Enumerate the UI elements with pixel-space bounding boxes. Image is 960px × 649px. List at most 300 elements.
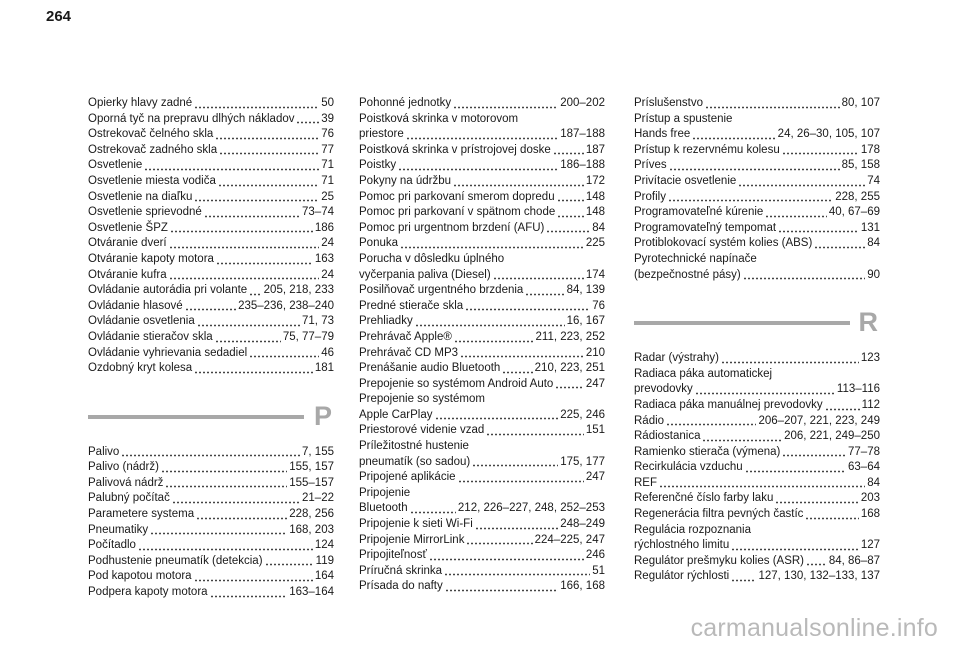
index-entry-pages: 71, 73 xyxy=(302,315,334,328)
dot-leader xyxy=(410,511,456,514)
index-entry-term: Hands free xyxy=(634,128,691,141)
letter-heading-p xyxy=(88,401,334,435)
dot-leader xyxy=(493,277,584,280)
index-entry-pages: 80, 107 xyxy=(841,97,880,109)
dot-leader xyxy=(825,408,860,411)
index-entry-pages: 24 xyxy=(321,268,334,281)
dot-leader xyxy=(778,230,859,233)
index-entry xyxy=(359,470,605,486)
index-entry-lead: Prepojenie so systémom xyxy=(359,393,485,406)
dot-leader xyxy=(705,106,840,109)
dot-leader xyxy=(472,464,558,467)
index-entry-term: Príslušenstvo xyxy=(634,97,704,109)
index-entry-pages: 71 xyxy=(321,174,334,187)
index-entry xyxy=(88,585,334,601)
index-entry xyxy=(88,569,334,585)
dot-leader xyxy=(406,137,558,140)
index-entry xyxy=(88,538,334,554)
index-entry xyxy=(634,158,880,174)
index-entry xyxy=(634,236,880,252)
index-entry-pages: 200–202 xyxy=(560,97,605,109)
index-entry-pages: 24 xyxy=(321,237,334,250)
index-entry xyxy=(359,236,605,252)
index-entry-term: Ponuka xyxy=(359,237,399,250)
heading-rule xyxy=(88,415,304,419)
dot-leader xyxy=(782,454,846,457)
dot-leader xyxy=(194,579,313,582)
dot-leader xyxy=(185,308,236,311)
index-entry-pages: 175, 177 xyxy=(560,455,605,468)
dot-leader xyxy=(400,246,584,249)
dot-leader xyxy=(170,230,313,233)
dot-leader xyxy=(458,480,584,483)
index-entry-term: Priestorové videnie vzad xyxy=(359,424,485,437)
index-entry-pages: 228, 256 xyxy=(289,508,334,521)
dot-leader xyxy=(218,184,319,187)
index-entry-term: Palivo xyxy=(88,445,120,458)
index-entry-pages: 246 xyxy=(585,549,605,562)
heading-rule xyxy=(634,321,850,325)
index-entry-lead: Poistková skrinka v motorovom xyxy=(359,112,519,125)
dot-leader xyxy=(460,355,584,358)
index-entry-pages: 212, 226–227, 248, 252–253 xyxy=(457,502,605,515)
index-entry-pages: 181 xyxy=(314,362,334,375)
index-entry xyxy=(359,423,605,439)
index-entry-pages: 124 xyxy=(314,539,334,552)
index-entry-term: Poistky xyxy=(359,159,397,172)
index-entry-pages: 75, 77–79 xyxy=(282,330,334,343)
index-entry xyxy=(359,283,605,299)
index-entry xyxy=(359,96,605,112)
index-entry-term: Privítacie osvetlenie xyxy=(634,174,737,187)
index-entry xyxy=(359,548,605,564)
index-entry-term: Ovládanie autorádia pri volante xyxy=(88,284,248,297)
dot-leader xyxy=(695,392,835,395)
index-entry-pages: 84 xyxy=(867,237,880,250)
index-entry-pages: 248–249 xyxy=(560,518,605,531)
index-entry-pages: 247 xyxy=(585,377,605,390)
index-entry-pages: 7, 155 xyxy=(302,445,334,458)
dot-leader xyxy=(196,517,287,520)
index-entry xyxy=(88,127,334,143)
index-entry-term: Osvetlenie na diaľku xyxy=(88,190,193,203)
index-entry-pages: 235–236, 238–240 xyxy=(238,299,334,312)
index-entry-pages: 172 xyxy=(585,174,605,187)
index-list-p-end xyxy=(634,96,880,283)
index-entry-pages: 73–74 xyxy=(302,206,334,219)
index-entry-term: Prehliadky xyxy=(359,315,413,328)
dot-leader xyxy=(444,573,590,576)
index-entry-term: Radar (výstrahy) xyxy=(634,352,719,365)
dot-leader xyxy=(557,199,584,202)
index-entry xyxy=(359,533,605,549)
dot-leader xyxy=(668,199,833,202)
index-entry-lead: Radiaca páka automatickej xyxy=(634,367,773,380)
index-entry-term: (bezpečnostné pásy) xyxy=(634,268,741,281)
index-entry-term: vyčerpania paliva (Diesel) xyxy=(359,268,491,281)
index-entry xyxy=(634,554,880,570)
index-entry-term: Referenčné číslo farby laku xyxy=(634,492,774,505)
index-entry xyxy=(359,205,605,221)
index-entry-term: Parametere systema xyxy=(88,508,195,521)
index-entry xyxy=(634,96,880,112)
index-entry-pages: 155–157 xyxy=(289,476,334,489)
dot-leader xyxy=(557,215,584,218)
dot-leader xyxy=(546,230,590,233)
dot-leader xyxy=(197,324,300,327)
index-entry-pages: 174 xyxy=(585,268,605,281)
dot-leader xyxy=(814,246,865,249)
index-entry-term: Oporná tyč na prepravu dlhých nákladov xyxy=(88,112,295,125)
dot-leader xyxy=(194,106,319,109)
page-number: 264 xyxy=(46,8,72,25)
index-entry xyxy=(88,445,334,461)
index-entry-term: Otváranie kapoty motora xyxy=(88,252,214,265)
index-entry-term: Osvetlenie xyxy=(88,159,143,172)
dot-leader xyxy=(731,548,859,551)
index-column-1 xyxy=(88,96,334,601)
index-entry-pages: 123 xyxy=(860,352,880,365)
index-entry xyxy=(359,143,605,159)
index-entry-term: Prístup k rezervnému kolesu xyxy=(634,143,780,156)
dot-leader xyxy=(249,293,261,296)
index-entry-term: Pokyny na údržbu xyxy=(359,174,452,187)
index-entry-term: Ovládanie vyhrievania sedadiel xyxy=(88,346,248,359)
dot-leader xyxy=(765,215,827,218)
index-entry-term: Osvetlenie ŠPZ xyxy=(88,221,168,234)
index-entry-term: Prísada do nafty xyxy=(359,580,443,593)
index-entry xyxy=(359,330,605,346)
index-entry xyxy=(634,491,880,507)
index-entry-pages: 163–164 xyxy=(289,586,334,599)
index-entry xyxy=(634,205,880,221)
index-entry-pages: 210 xyxy=(585,346,605,359)
index-entry xyxy=(88,491,334,507)
index-entry-term: Programovateľný tempomat xyxy=(634,221,777,234)
index-entry xyxy=(634,476,880,492)
index-entry xyxy=(634,569,880,585)
index-entry xyxy=(359,158,605,174)
index-entry-pages: 187 xyxy=(585,143,605,156)
index-entry-lead: Prístup a spustenie xyxy=(634,112,733,125)
index-entry-term: Pripojiteľnosť xyxy=(359,549,427,562)
index-entry xyxy=(88,158,334,174)
index-entry-term: Radiaca páka manuálnej prevodovky xyxy=(634,398,823,411)
index-entry-pages: 16, 167 xyxy=(566,315,605,328)
index-entry-term: Regulátor rýchlosti xyxy=(634,570,730,583)
index-list-p xyxy=(88,445,334,601)
index-entry-pages: 25 xyxy=(321,190,334,203)
index-entry-term: Ostrekovač čelného skla xyxy=(88,128,214,141)
index-entry-term: Posilňovač urgentného brzdenia xyxy=(359,284,524,297)
index-entry-term: Opierky hlavy zadné xyxy=(88,97,193,109)
index-entry-term: Otváranie kufra xyxy=(88,268,167,281)
index-entry xyxy=(88,96,334,112)
index-entry xyxy=(359,377,605,393)
index-entry xyxy=(359,579,605,595)
index-entry-term: Príves xyxy=(634,159,667,172)
index-entry-term: Pneumatiky xyxy=(88,523,149,536)
index-entry xyxy=(359,221,605,237)
index-entry-term: Prenášanie audio Bluetooth xyxy=(359,362,501,375)
index-entry xyxy=(359,455,605,471)
index-entry-pages: 51 xyxy=(592,564,605,577)
index-entry-pages: 24, 26–30, 105, 107 xyxy=(777,128,880,141)
index-entry-pages: 39 xyxy=(321,112,334,125)
index-entry-pages: 85, 158 xyxy=(841,159,880,172)
index-entry-term: Protiblokovací systém kolies (ABS) xyxy=(634,237,813,250)
index-entry-pages: 76 xyxy=(592,299,605,312)
index-entry xyxy=(359,314,605,330)
index-entry-pages: 148 xyxy=(585,190,605,203)
index-entry-term: Pod kapotou motora xyxy=(88,570,192,583)
index-entry-term: Bluetooth xyxy=(359,502,408,515)
index-entry-pages: 206–207, 221, 223, 249 xyxy=(758,414,880,427)
index-entry-lead: Pripojenie xyxy=(359,486,411,499)
dot-leader xyxy=(445,589,558,592)
index-entry xyxy=(634,221,880,237)
dot-leader xyxy=(121,454,300,457)
index-entry-term: Ramienko stierača (výmena) xyxy=(634,445,781,458)
index-entry-term: Regulátor prešmyku kolies (ASR) xyxy=(634,554,805,567)
index-entry-pages: 74 xyxy=(867,174,880,187)
index-entry xyxy=(359,127,605,143)
dot-leader xyxy=(216,262,313,265)
index-entry xyxy=(88,523,334,539)
index-entry xyxy=(88,252,334,268)
index-entry xyxy=(88,190,334,206)
index-entry-term: Pripojenie MirrorLink xyxy=(359,533,465,546)
index-entry-term: Počítadlo xyxy=(88,539,136,552)
dot-leader xyxy=(265,563,314,566)
index-entry-term: Prehrávač Apple® xyxy=(359,330,452,343)
dot-leader xyxy=(669,168,840,171)
index-entry-pages: 168, 203 xyxy=(289,523,334,536)
index-entry-term: Príručná skrinka xyxy=(359,564,443,577)
dot-leader xyxy=(553,152,584,155)
index-entry-pages: 178 xyxy=(860,143,880,156)
dot-leader xyxy=(782,152,859,155)
index-entry xyxy=(359,408,605,424)
dot-leader xyxy=(210,595,288,598)
index-entry-term: Programovateľné kúrenie xyxy=(634,206,764,219)
dot-leader xyxy=(666,423,756,426)
index-entry-term: Rádio xyxy=(634,414,665,427)
index-entry xyxy=(634,268,880,284)
dot-leader xyxy=(204,215,300,218)
dot-leader xyxy=(172,501,300,504)
index-entry xyxy=(88,361,334,377)
dot-leader xyxy=(466,542,532,545)
section-letter: P xyxy=(313,400,332,431)
index-entry xyxy=(634,174,880,190)
index-list-r xyxy=(634,351,880,585)
index-entry-pages: 224–225, 247 xyxy=(534,533,605,546)
index-entry-pages: 77–78 xyxy=(848,445,880,458)
dot-leader xyxy=(465,308,590,311)
index-entry xyxy=(88,283,334,299)
index-entry-pages: 225 xyxy=(585,237,605,250)
index-entry xyxy=(88,268,334,284)
index-entry-lead: Porucha v dôsledku úplného xyxy=(359,252,505,265)
index-entry-pages: 187–188 xyxy=(560,128,605,141)
index-entry xyxy=(88,314,334,330)
index-entry xyxy=(88,299,334,315)
index-entry-term: Ozdobný kryt kolesa xyxy=(88,362,193,375)
index-entry-pages: 247 xyxy=(585,471,605,484)
index-entry-term: REF xyxy=(634,476,657,489)
index-entry-pages: 127 xyxy=(860,539,880,552)
letter-heading-r xyxy=(634,307,880,341)
index-entry xyxy=(88,460,334,476)
index-entry xyxy=(88,174,334,190)
dot-leader xyxy=(169,277,320,280)
index-entry xyxy=(634,538,880,554)
dot-leader xyxy=(702,439,782,442)
index-entry-pages: 46 xyxy=(321,346,334,359)
index-entry-pages: 112 xyxy=(861,398,880,411)
index-entry-term: Palubný počítač xyxy=(88,492,170,505)
dot-leader xyxy=(731,579,756,582)
dot-leader xyxy=(525,293,564,296)
index-column-2 xyxy=(359,96,605,595)
dot-leader xyxy=(555,386,583,389)
index-entry-term: Ovládanie hlasové xyxy=(88,299,183,312)
dot-leader xyxy=(194,371,313,374)
index-entry xyxy=(88,112,334,128)
index-entry-pages: 40, 67–69 xyxy=(828,206,880,219)
index-entry-term: pneumatík (so sadou) xyxy=(359,455,471,468)
dot-leader xyxy=(659,485,865,488)
index-entry xyxy=(88,205,334,221)
index-list-p-continued xyxy=(359,96,605,595)
index-entry xyxy=(634,382,880,398)
index-entry-pages: 206, 221, 249–250 xyxy=(784,430,880,443)
index-entry-pages: 186–188 xyxy=(560,159,605,172)
index-entry-pages: 77 xyxy=(321,143,334,156)
index-entry-term: rýchlostného limitu xyxy=(634,539,730,552)
index-entry-pages: 84 xyxy=(592,221,605,234)
index-entry-pages: 155, 157 xyxy=(289,461,334,474)
index-entry-term: Palivo (nádrž) xyxy=(88,461,159,474)
index-entry-pages: 119 xyxy=(315,554,334,567)
index-entry-pages: 211, 223, 252 xyxy=(535,330,605,343)
dot-leader xyxy=(215,137,319,140)
index-entry-pages: 228, 255 xyxy=(835,190,880,203)
dot-leader xyxy=(453,106,558,109)
dot-leader xyxy=(453,184,584,187)
index-entry xyxy=(634,398,880,414)
dot-leader xyxy=(745,470,846,473)
dot-leader xyxy=(415,324,565,327)
index-entry-pages: 63–64 xyxy=(848,461,880,474)
index-entry-pages: 84, 139 xyxy=(566,284,605,297)
index-entry-term: Osvetlenie sprievodné xyxy=(88,206,202,219)
index-entry-term: prevodovky xyxy=(634,383,693,396)
index-entry-pages: 127, 130, 132–133, 137 xyxy=(758,570,880,583)
watermark: carmanualsonline.info xyxy=(690,614,938,642)
index-entry-term: Predné stierače skla xyxy=(359,299,464,312)
index-entry-pages: 166, 168 xyxy=(560,580,605,593)
dot-leader xyxy=(721,361,859,364)
dot-leader xyxy=(429,558,584,561)
index-entry xyxy=(634,351,880,367)
index-entry xyxy=(359,564,605,580)
index-entry xyxy=(634,190,880,206)
index-entry xyxy=(88,143,334,159)
index-entry-term: Profily xyxy=(634,190,666,203)
index-entry-pages: 186 xyxy=(314,221,334,234)
index-entry-pages: 84 xyxy=(867,476,880,489)
index-entry-pages: 210, 223, 251 xyxy=(534,362,605,375)
index-entry-term: Regenerácia filtra pevných častíc xyxy=(634,508,804,521)
index-column-3 xyxy=(634,96,880,585)
index-entry-term: Otváranie dverí xyxy=(88,237,167,250)
index-entry-term: Ovládanie stieračov skla xyxy=(88,330,213,343)
index-entry xyxy=(359,268,605,284)
index-entry xyxy=(359,361,605,377)
index-entry xyxy=(359,346,605,362)
index-entry-term: Pohonné jednotky xyxy=(359,97,452,109)
index-entry-lead: Regulácia rozpoznania xyxy=(634,523,751,536)
index-entry-lead: Príležitostné hustenie xyxy=(359,440,469,453)
index-entry-pages: 71 xyxy=(321,159,334,172)
index-entry-term: Recirkulácia vzduchu xyxy=(634,461,743,474)
index-entry-pages: 225, 246 xyxy=(560,408,605,421)
dot-leader xyxy=(249,355,319,358)
index-entry xyxy=(634,507,880,523)
index-entry xyxy=(634,414,880,430)
dot-leader xyxy=(219,152,319,155)
index-entry-term: Pomoc pri urgentnom brzdení (AFU) xyxy=(359,221,545,234)
dot-leader xyxy=(806,563,827,566)
dot-leader xyxy=(215,340,281,343)
dot-leader xyxy=(435,417,559,420)
dot-leader xyxy=(161,470,287,473)
index-entry-term: Pripojené aplikácie xyxy=(359,471,456,484)
dot-leader xyxy=(398,168,558,171)
index-entry-pages: 90 xyxy=(867,268,880,281)
dot-leader xyxy=(486,433,584,436)
index-entry xyxy=(359,174,605,190)
index-entry-pages: 84, 86–87 xyxy=(828,554,880,567)
dot-leader xyxy=(150,532,287,535)
dot-leader xyxy=(738,184,865,187)
index-entry-pages: 203 xyxy=(860,492,880,505)
index-entry-term: Palivová nádrž xyxy=(88,476,164,489)
index-entry-term: Apple CarPlay xyxy=(359,408,433,421)
index-entry-pages: 148 xyxy=(585,206,605,219)
index-entry xyxy=(634,429,880,445)
index-entry-pages: 168 xyxy=(860,508,880,521)
index-entry xyxy=(88,221,334,237)
index-entry xyxy=(634,445,880,461)
index-entry-term: Podhustenie pneumatík (detekcia) xyxy=(88,554,263,567)
index-entry-pages: 163 xyxy=(314,252,334,265)
index-entry-term: Pomoc pri parkovaní v spätnom chode xyxy=(359,206,556,219)
index-entry xyxy=(634,127,880,143)
dot-leader xyxy=(692,137,775,140)
index-entry-term: Pomoc pri parkovaní smerom dopredu xyxy=(359,190,555,203)
index-entry-pages: 113–116 xyxy=(836,383,880,396)
index-entry xyxy=(88,554,334,570)
index-entry-lead: Pyrotechnické napínače xyxy=(634,252,757,265)
index-entry xyxy=(88,507,334,523)
dot-leader xyxy=(296,121,319,124)
index-entry xyxy=(634,143,880,159)
index-entry-term: Pripojenie k sieti Wi-Fi xyxy=(359,518,473,531)
index-entry xyxy=(88,236,334,252)
